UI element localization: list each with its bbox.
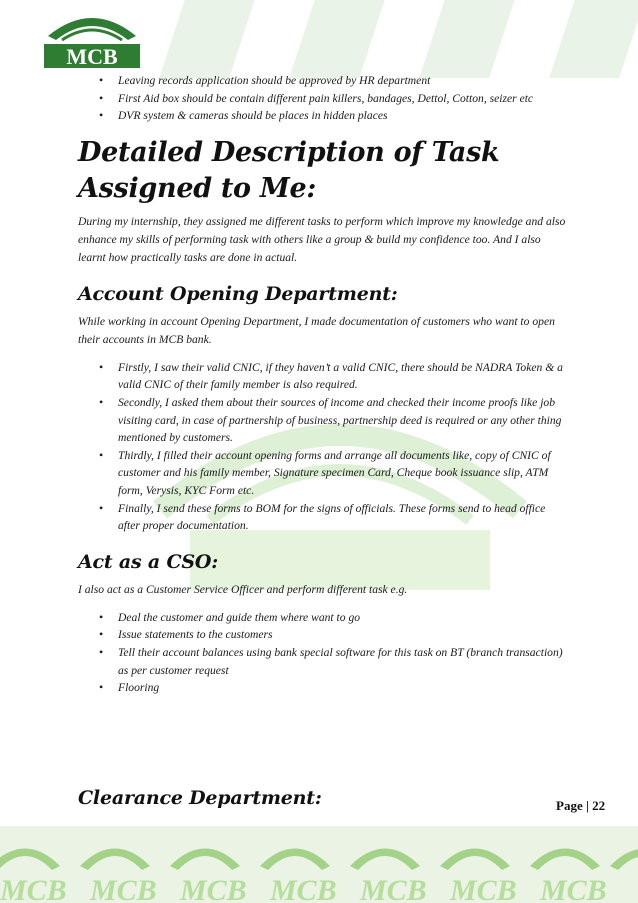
- list-item: • Firstly, I saw their valid CNIC, if they haven’t a valid CNIC, there should be NADRA Token & a valid CNIC of their family member is also required.: [118, 359, 568, 394]
- account-bullet-list: [78, 359, 568, 535]
- section-heading-detailed: Detailed Description of Task Assigned to Me:: [78, 136, 500, 204]
- list-item: • DVR system & cameras should be places in hidden places: [118, 107, 568, 125]
- mcb-logo: [38, 6, 146, 72]
- list-item: • Deal the customer and guide them where want to go: [118, 609, 568, 627]
- list-item: • Finally, I send these forms to BOM for the signs of officials. These forms send to head office after proper documentation.: [118, 500, 568, 535]
- svg-text:MCB: MCB: [360, 874, 427, 903]
- svg-text:MCB: MCB: [270, 874, 337, 903]
- list-item: • Secondly, I asked them about their sources of income and checked their income proofs like job visiting card, in case of partnership of business, partnership deed is required or any other thing mentioned by customers.: [118, 394, 568, 447]
- footer-pattern: [0, 826, 638, 903]
- intro-paragraph: During my internship, they assigned me different tasks to perform which improve my knowledge and also enhance my skills of performing task with others like a group & build my confidence too. And I also learnt how practically tasks are done in actual.: [78, 214, 566, 264]
- cso-intro: I also act as a Customer Service Officer and perform different task e.g.: [78, 582, 408, 596]
- svg-text:MCB: MCB: [540, 874, 607, 903]
- cso-bullet-list: [78, 609, 568, 697]
- page-content: [78, 72, 568, 697]
- svg-text:MCB: MCB: [66, 44, 118, 69]
- list-item: • Flooring: [118, 679, 568, 697]
- account-intro: While working in account Opening Department, I made documentation of customers who want to open their accounts in MCB bank.: [78, 314, 555, 346]
- section-heading-cso: Act as a CSO:: [78, 550, 219, 573]
- page-number: Page | 22: [556, 798, 606, 813]
- list-item: • Issue statements to the customers: [118, 626, 568, 644]
- top-bullet-list: [78, 72, 568, 125]
- list-item: • First Aid box should be contain different pain killers, bandages, Dettol, Cotton, seizer etc: [118, 90, 568, 108]
- list-item: • Thirdly, I filled their account opening forms and arrange all documents like, copy of CNIC of customer and his family member, Signature specimen Card, Cheque book issuance slip, ATM form, Verysis, KYC Form etc.: [118, 447, 568, 500]
- list-item: • Leaving records application should be approved by HR department: [118, 72, 568, 90]
- svg-text:MCB: MCB: [0, 874, 67, 903]
- svg-text:MCB: MCB: [90, 874, 157, 903]
- svg-text:MCB: MCB: [450, 874, 517, 903]
- svg-text:MCB: MCB: [180, 874, 247, 903]
- footer-band: [0, 826, 638, 903]
- section-heading-account-opening: Account Opening Department:: [78, 282, 398, 305]
- section-heading-clearance: Clearance Department:: [78, 787, 322, 809]
- list-item: • Tell their account balances using bank special software for this task on BT (branch transaction) as per customer request: [118, 644, 568, 679]
